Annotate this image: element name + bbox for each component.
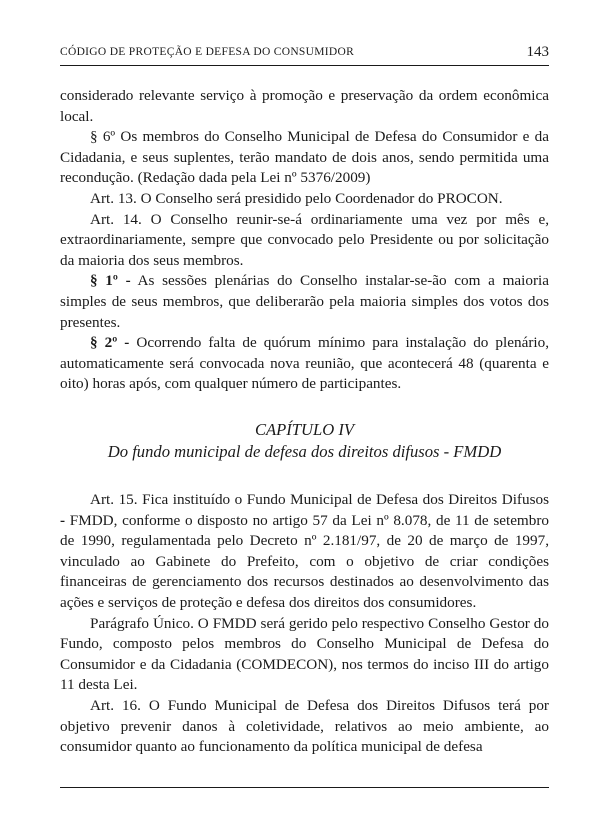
header-rule	[60, 65, 549, 66]
body-text-lower	[60, 490, 549, 758]
document-page	[60, 0, 549, 827]
running-title: CÓDIGO DE PROTEÇÃO E DEFESA DO CONSUMIDOR	[60, 46, 355, 58]
chapter-heading	[60, 419, 549, 463]
paragraph-sec2	[60, 333, 549, 395]
paragraph-sole: Parágrafo Único. O FMDD será gerido pelo respectivo Conselho Gestor do Fundo, composto pelos membros do Conselho Municipal de Defesa do Consumidor e da Cidadania (COMDECON), nos termos do inciso III do artigo 11 desta Lei.	[60, 614, 549, 694]
paragraph-art13: Art. 13. O Conselho será presidido pelo Coordenador do PROCON.	[90, 189, 503, 207]
footer-rule	[60, 787, 549, 788]
art15-dash: -	[60, 511, 66, 529]
art15-text-b: FMDD, conforme o disposto no artigo 57 da Lei nº 8.078, de 11 de setembro de 1990, regulamentada pelo Decreto nº 2.181/97, de 20 de março de 1997, vinculado ao Gabinete do Prefeito, com o objetivo de criar condições financeiras de gerenciamento dos recursos destinados ao desenvolvimento das ações e serviços de proteção e defesa dos direitos dos consumidores.	[60, 511, 549, 611]
sec2-lead: § 2º -	[90, 334, 130, 352]
paragraph-art15	[60, 490, 549, 614]
body-text-upper	[60, 86, 549, 395]
sec1-text: As sessões plenárias do Conselho instalar-se-ão com a maioria simples de seus membros, que deliberarão pela maioria simples dos votos dos presentes.	[60, 272, 549, 331]
running-header	[60, 43, 549, 65]
paragraph-sec1	[60, 271, 549, 333]
paragraph-sec6: § 6º Os membros do Conselho Municipal de Defesa do Consumidor e da Cidadania, e seus suplentes, terão mandato de dois anos, sendo permitida uma recondução. (Redação dada pela Lei nº 5376/2009)	[60, 128, 549, 187]
page-number: 143	[526, 44, 549, 60]
paragraph-art16: Art. 16. O Fundo Municipal de Defesa dos Direitos Difusos terá por objetivo prevenir danos à coletividade, relativos ao meio ambiente, ao consumidor quanto ao funcionamento da política municipal de defesa	[60, 696, 549, 756]
paragraph-continuation: considerado relevante serviço à promoção e preservação da ordem econômica local.	[60, 87, 549, 125]
art15-text-a: Art. 15. Fica instituído o Fundo Municipal de Defesa dos Direitos Difusos	[90, 491, 549, 508]
paragraph-art14: Art. 14. O Conselho reunir-se-á ordinariamente uma vez por mês e, extraordinariamente, sempre que convocado pelo Presidente ou por solicitação da maioria dos seus membros.	[60, 210, 549, 269]
sec1-lead: § 1º -	[90, 272, 131, 290]
sec2-text: Ocorrendo falta de quórum mínimo para instalação do plenário, automaticamente será convocada nova reunião, que acontecerá 48 (quarenta e oito) horas após, com qualquer número de participantes.	[60, 334, 549, 393]
chapter-subtitle: Do fundo municipal de defesa dos direitos difusos - FMDD	[107, 442, 502, 461]
chapter-title: CAPÍTULO IV	[254, 420, 355, 439]
